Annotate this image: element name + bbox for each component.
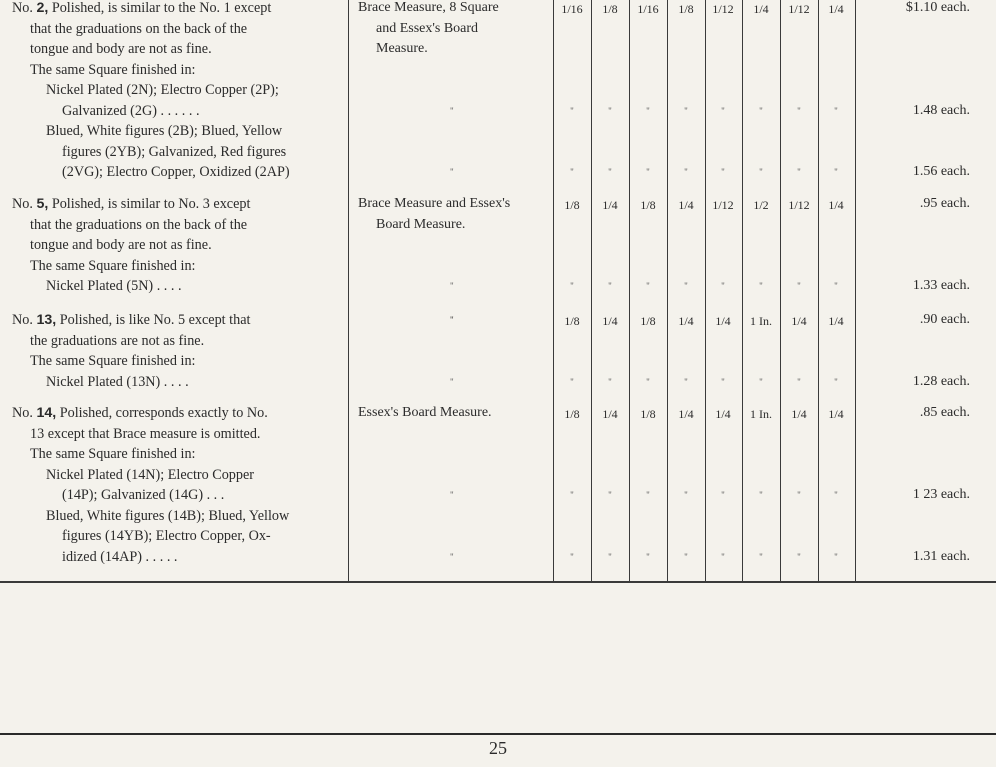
measure-line: Brace Measure and Essex's xyxy=(358,196,511,211)
ditto-mark: " xyxy=(834,551,838,562)
ditto-mark: " xyxy=(797,167,801,177)
ditto-mark: " xyxy=(759,490,763,500)
measure-description xyxy=(358,194,548,235)
variant-price: 1.48 each. xyxy=(912,102,970,118)
fraction-cell: 1/8 xyxy=(602,2,618,16)
ditto-mark: " xyxy=(450,281,454,291)
ditto-mark: " xyxy=(646,490,650,500)
ditto-mark: " xyxy=(834,105,838,116)
ditto-mark: " xyxy=(759,167,763,177)
measure-line: " xyxy=(450,315,454,325)
ditto-mark: " xyxy=(570,490,574,500)
description-line: (14P); Galvanized (14G) . . . xyxy=(62,487,225,503)
ditto-mark: " xyxy=(450,490,454,500)
description-line xyxy=(12,0,342,19)
item-number: 2, xyxy=(36,0,49,16)
ditto-mark: " xyxy=(608,167,612,177)
fraction-cell: 1/4 xyxy=(715,314,731,328)
description-line: tongue and body are not as fine. xyxy=(30,41,212,57)
item-number: 14, xyxy=(36,405,57,421)
variant-price: 1.33 each. xyxy=(912,278,970,293)
price-value: .95 each. xyxy=(919,196,970,211)
ditto-mark: " xyxy=(684,167,688,177)
variant-price: 1.56 each. xyxy=(912,164,970,179)
fraction-cell: 1/4 xyxy=(791,314,807,328)
fraction-cell: 1/12 xyxy=(712,198,734,212)
ditto-mark: " xyxy=(721,551,725,562)
ditto-mark: " xyxy=(608,490,612,500)
item-description xyxy=(12,403,342,567)
fraction-cell: 1/4 xyxy=(828,314,844,328)
ditto-mark: " xyxy=(450,105,454,116)
item-description xyxy=(12,0,342,183)
price-value: $1.10 each. xyxy=(905,0,970,15)
ditto-mark: " xyxy=(834,281,838,291)
table-bottom-rule xyxy=(0,581,996,583)
fraction-cell: 1/4 xyxy=(678,198,694,212)
ditto-mark: " xyxy=(646,105,650,116)
ditto-mark: " xyxy=(721,167,725,177)
item-prefix: No. xyxy=(12,312,37,328)
description-line: Nickel Plated (2N); Electro Copper (2P); xyxy=(46,82,279,98)
footer-rule xyxy=(0,733,996,735)
variant-price: 1.28 each. xyxy=(912,373,970,389)
ditto-mark: " xyxy=(797,376,801,387)
ditto-mark: " xyxy=(834,376,838,387)
ditto-mark: " xyxy=(450,167,454,177)
page-number: 25 xyxy=(489,738,507,758)
item-prefix: No. xyxy=(12,0,37,16)
ditto-mark: " xyxy=(797,281,801,291)
item-prefix: No. xyxy=(12,196,37,212)
ditto-mark: " xyxy=(608,105,612,116)
ditto-mark: " xyxy=(570,551,574,562)
fraction-cell: 1/4 xyxy=(753,2,769,16)
measure-description xyxy=(358,403,548,424)
ditto-mark: " xyxy=(646,376,650,387)
fraction-cell: 1/8 xyxy=(564,407,580,421)
fraction-cell: 1/8 xyxy=(564,314,580,328)
fraction-cell: 1/12 xyxy=(788,2,810,16)
description-line: figures (2YB); Galvanized, Red figures xyxy=(62,143,287,160)
ditto-mark: " xyxy=(646,281,650,291)
ditto-mark: " xyxy=(570,105,574,116)
item-description xyxy=(12,194,342,297)
description-line: that the graduations on the back of the xyxy=(30,20,248,37)
item-number: 5, xyxy=(36,196,49,212)
fraction-cell: 1 In. xyxy=(750,407,772,421)
description-line: The same Square finished in: xyxy=(30,257,196,274)
description-line: Galvanized (2G) . . . . . . xyxy=(62,102,200,119)
price-value: .85 each. xyxy=(919,405,970,420)
measure-line: and Essex's Board xyxy=(376,20,479,36)
item-text: Polished, corresponds exactly to No. xyxy=(56,405,268,421)
fraction-cell: 1/4 xyxy=(602,314,618,328)
item-text: Polished, is similar to No. 3 except xyxy=(48,196,251,212)
fraction-cell: 1/4 xyxy=(715,407,731,421)
fraction-cell: 1/4 xyxy=(602,198,618,212)
ditto-mark: " xyxy=(721,281,725,291)
item-number: 13, xyxy=(36,312,57,328)
description-line: tongue and body are not as fine. xyxy=(30,237,212,253)
ditto-mark: " xyxy=(646,167,650,177)
description-line: The same Square finished in: xyxy=(30,61,196,78)
description-line: idized (14AP) . . . . . xyxy=(62,548,178,565)
measure-line: Board Measure. xyxy=(376,216,466,232)
description-line: Blued, White figures (2B); Blued, Yellow xyxy=(46,123,283,139)
description-line: 13 except that Brace measure is omitted. xyxy=(30,425,261,442)
fraction-cell: 1/4 xyxy=(678,407,694,421)
measure-description xyxy=(358,0,548,60)
fraction-cell: 1/4 xyxy=(602,407,618,421)
variant-price: 1.31 each. xyxy=(912,548,970,564)
ditto-mark: " xyxy=(797,105,801,116)
item-description xyxy=(12,310,342,392)
column-rule xyxy=(348,0,349,582)
description-line: Nickel Plated (13N) . . . . xyxy=(46,373,189,390)
measure-description xyxy=(358,310,548,331)
column-rule xyxy=(855,0,856,582)
ditto-mark: " xyxy=(608,376,612,387)
ditto-mark: " xyxy=(759,551,763,562)
ditto-mark: " xyxy=(797,490,801,500)
ditto-mark: " xyxy=(759,105,763,116)
fraction-cell: 1/4 xyxy=(678,314,694,328)
description-line: that the graduations on the back of the xyxy=(30,216,248,233)
ditto-mark: " xyxy=(570,281,574,291)
ditto-mark: " xyxy=(759,281,763,291)
ditto-mark: " xyxy=(684,551,688,562)
measure-line: Brace Measure, 8 Square xyxy=(358,0,499,15)
description-line xyxy=(12,194,342,215)
ditto-mark: " xyxy=(684,105,688,116)
description-line: Nickel Plated (14N); Electro Copper xyxy=(46,466,255,483)
ditto-mark: " xyxy=(450,551,454,562)
fraction-cell: 1/16 xyxy=(561,2,583,16)
ditto-mark: " xyxy=(684,376,688,387)
ditto-mark: " xyxy=(608,281,612,291)
description-line: The same Square finished in: xyxy=(30,353,196,369)
ditto-mark: " xyxy=(759,376,763,387)
fraction-cell: 1/12 xyxy=(788,198,810,212)
fraction-cell: 1/12 xyxy=(712,2,734,16)
fraction-cell: 1/8 xyxy=(564,198,580,212)
ditto-mark: " xyxy=(797,551,801,562)
ditto-mark: " xyxy=(834,167,838,177)
ditto-mark: " xyxy=(570,376,574,387)
fraction-cell: 1/4 xyxy=(828,198,844,212)
fraction-cell: 1/16 xyxy=(637,2,659,16)
fraction-cell: 1/4 xyxy=(828,2,844,16)
fraction-cell: 1/8 xyxy=(640,314,656,328)
fraction-cell: 1/4 xyxy=(791,407,807,421)
measure-line: Measure. xyxy=(376,41,428,56)
price-value: .90 each. xyxy=(919,312,970,327)
description-line: Blued, White figures (14B); Blued, Yellow xyxy=(46,507,290,524)
description-line xyxy=(12,310,342,331)
fraction-cell: 1/8 xyxy=(678,2,694,16)
item-prefix: No. xyxy=(12,405,37,421)
item-text: Polished, is like No. 5 except that xyxy=(56,312,251,328)
description-line: (2VG); Electro Copper, Oxidized (2AP) xyxy=(62,164,290,180)
fraction-cell: 1/8 xyxy=(640,198,656,212)
ditto-mark: " xyxy=(646,551,650,562)
description-line: the graduations are not as fine. xyxy=(30,332,205,349)
ditto-mark: " xyxy=(570,167,574,177)
ditto-mark: " xyxy=(684,281,688,291)
measure-line: Essex's Board Measure. xyxy=(358,405,492,420)
fraction-cell: 1/2 xyxy=(753,198,769,212)
ditto-mark: " xyxy=(834,490,838,500)
ditto-mark: " xyxy=(450,376,454,387)
description-line: Nickel Plated (5N) . . . . xyxy=(46,278,182,294)
variant-price: 1 23 each. xyxy=(912,487,970,502)
description-line: The same Square finished in: xyxy=(30,446,196,462)
item-text: Polished, is similar to the No. 1 except xyxy=(48,0,272,16)
ditto-mark: " xyxy=(721,105,725,116)
description-line: figures (14YB); Electro Copper, Ox- xyxy=(62,528,271,544)
fraction-cell: 1/8 xyxy=(640,407,656,421)
ditto-mark: " xyxy=(608,551,612,562)
fraction-cell: 1/4 xyxy=(828,407,844,421)
description-line xyxy=(12,403,342,424)
ditto-mark: " xyxy=(684,490,688,500)
ditto-mark: " xyxy=(721,376,725,387)
ditto-mark: " xyxy=(721,490,725,500)
fraction-cell: 1 In. xyxy=(750,314,772,328)
